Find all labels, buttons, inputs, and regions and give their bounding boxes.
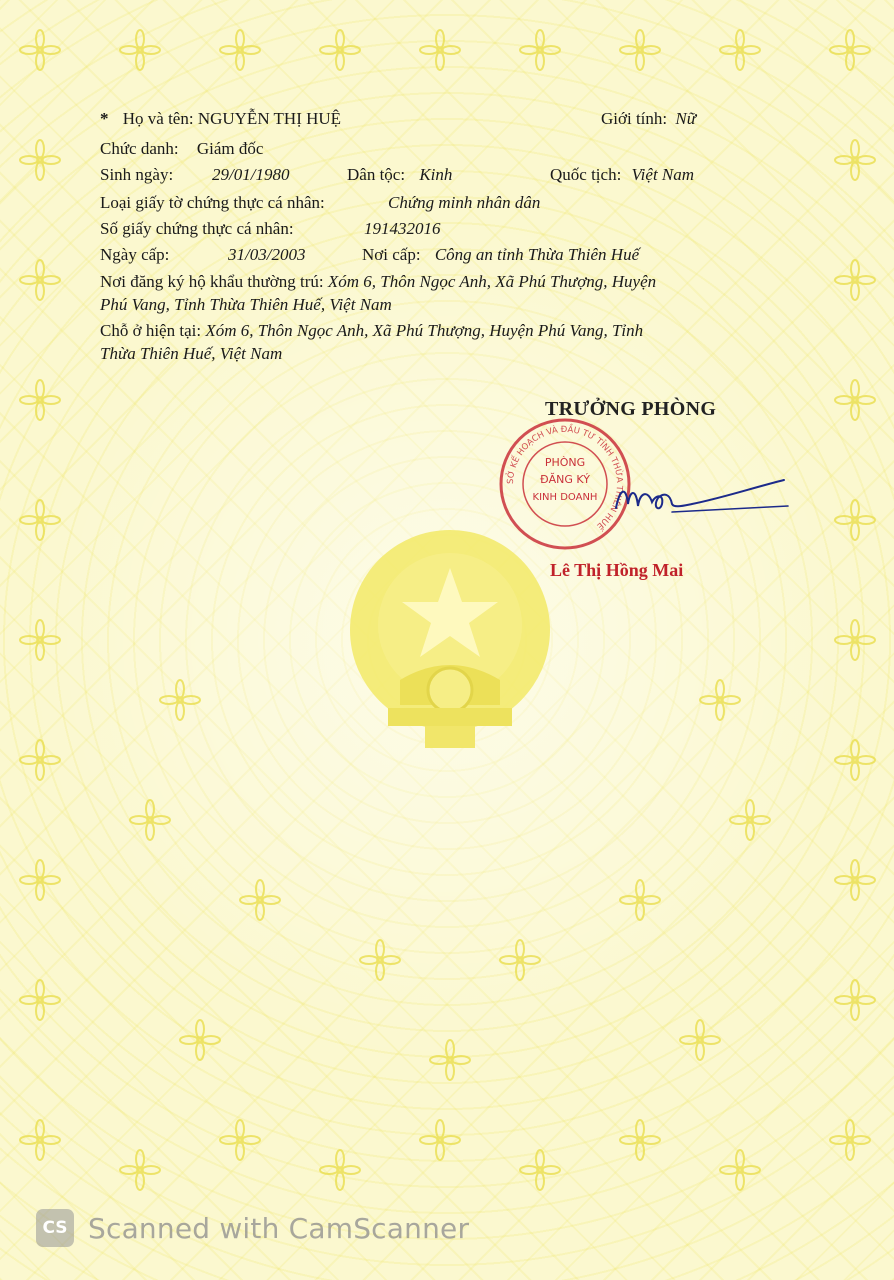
issue-date-row xyxy=(100,244,169,266)
camscanner-logo-icon: CS xyxy=(36,1209,74,1247)
current-value-line1: Xóm 6, Thôn Ngọc Anh, Xã Phú Thượng, Huyện Phú Vang, Tỉnh xyxy=(205,321,644,340)
ethnicity-value: Kinh xyxy=(419,165,453,184)
national-emblem-icon xyxy=(340,530,560,755)
seal-ring-text: SỞ KẾ HOẠCH VÀ ĐẦU TƯ TỈNH THỪA THIÊN HUẾ xyxy=(505,424,625,531)
gender-row xyxy=(601,108,696,130)
signer-title: TRƯỞNG PHÒNG xyxy=(545,398,717,420)
permanent-value-line1: Xóm 6, Thôn Ngọc Anh, Xã Phú Thượng, Huyện xyxy=(327,272,657,291)
seal-line2: ĐĂNG KÝ xyxy=(540,473,590,486)
name-value: NGUYỄN THỊ HUỆ xyxy=(197,109,342,128)
id-type-value: Chứng minh nhân dân xyxy=(388,193,541,212)
issue-date-value: 31/03/2003 xyxy=(228,245,306,264)
id-type-row xyxy=(100,192,325,214)
handwritten-signature-icon xyxy=(612,468,792,528)
id-number-label: Số giấy chứng thực cá nhân: xyxy=(100,219,294,238)
position-label: Chức danh: xyxy=(100,139,179,158)
current-label: Chỗ ở hiện tại: xyxy=(100,321,202,340)
seal-line3: KINH DOANH xyxy=(532,492,598,503)
permanent-value-line2: Phú Vang, Tỉnh Thừa Thiên Huế, Việt Nam xyxy=(100,295,392,314)
camscanner-text: Scanned with CamScanner xyxy=(88,1211,470,1245)
issue-place-row xyxy=(362,244,639,266)
nationality-value: Việt Nam xyxy=(631,165,695,184)
id-number-row xyxy=(100,218,294,240)
issue-place-value: Công an tỉnh Thừa Thiên Huế xyxy=(434,245,640,264)
camscanner-watermark xyxy=(36,1208,469,1248)
dob-value: 29/01/1980 xyxy=(212,165,290,184)
issue-date-label: Ngày cấp: xyxy=(100,245,170,264)
permanent-label: Nơi đăng ký hộ khẩu thường trú: xyxy=(100,272,324,291)
dob-label: Sinh ngày: xyxy=(100,165,174,184)
seal-line1: PHÒNG xyxy=(544,456,586,469)
ethnicity-row xyxy=(347,164,452,186)
current-value-line2: Thừa Thiên Huế, Việt Nam xyxy=(100,344,283,363)
dob-row xyxy=(100,164,173,186)
id-type-label: Loại giấy tờ chứng thực cá nhân: xyxy=(100,193,325,212)
position-value: Giám đốc xyxy=(196,139,264,158)
bullet: * xyxy=(100,109,109,128)
ethnicity-label: Dân tộc: xyxy=(347,165,406,184)
name-label: Họ và tên: xyxy=(122,109,194,128)
gender-value: Nữ xyxy=(675,109,697,128)
nationality-label: Quốc tịch: xyxy=(550,165,622,184)
position-row xyxy=(100,138,263,160)
gender-label: Giới tính: xyxy=(601,109,668,128)
permanent-address-row xyxy=(100,271,656,293)
issue-place-label: Nơi cấp: xyxy=(362,245,421,264)
current-address-row xyxy=(100,320,643,342)
nationality-row xyxy=(550,164,694,186)
name-row xyxy=(100,108,341,130)
signer-name: Lê Thị Hồng Mai xyxy=(550,560,684,580)
id-number-value: 191432016 xyxy=(364,219,441,238)
